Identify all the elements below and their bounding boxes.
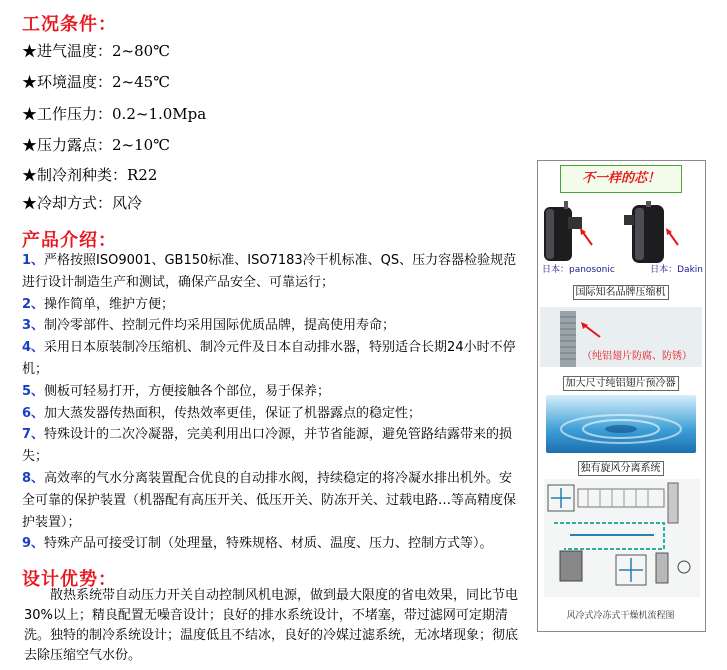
- condition-item: ★工作压力：0.2~1.0Mpa: [22, 105, 207, 123]
- list-item: 2、操作简单，维护方便；: [22, 296, 175, 312]
- condition-item: ★压力露点：2~10℃: [22, 136, 170, 154]
- caption-flow-diagram: 风冷式冷冻式干燥机流程图: [566, 611, 675, 621]
- cyclone-separator-image: [546, 395, 696, 453]
- list-item: 8、高效率的气水分离装置配合优良的自动排水阀，持续稳定的将冷凝水排出机外。安全可靠的保护装置（机器配有高压开关、低压开关、防冻开关、过载电路…等高精度保护装置）；: [22, 470, 517, 530]
- intro-list: [22, 250, 520, 555]
- flow-diagram-image: [544, 479, 700, 597]
- condition-item: ★进气温度：2~80℃: [22, 42, 170, 60]
- list-item: 3、制冷零部件、控制元件均采用国际优质品牌，提高使用寿命；: [22, 318, 396, 334]
- fin-note: （纯铝翅片防腐、防锈）: [582, 351, 692, 362]
- caption-cyclone: 独有旋风分离系统: [538, 459, 703, 474]
- design-paragraph: 散热系统带自动压力开关自动控制风机电源，做到最大限度的省电效果，同比节电30%以上；精良配置无噪音设计；良好的排水系统设计，不堵塞，带过滤网可定期清洗。独特的制冷系统设计；温度低且不结冰，良好的冷媒过滤系统，无冰堵现象；彻底去除压缩空气水份。: [24, 588, 519, 663]
- flow-diagram-icon: [544, 479, 700, 597]
- star-icon: ★: [22, 194, 38, 212]
- star-icon: ★: [22, 42, 38, 60]
- compressor-label-right: 日本：Dakin: [650, 265, 703, 275]
- intro-title: 产品介绍：: [22, 230, 117, 251]
- list-item: 6、加大蒸发器传热面积，传热效率更佳，保证了机器露点的稳定性；: [22, 405, 422, 421]
- conditions-title: 工况条件：: [22, 14, 117, 35]
- list-item: 4、采用日本原装制冷压缩机、制冷元件及日本自动排水器，特别适合长期24小时不停机；: [22, 340, 516, 377]
- design-title: 设计优势：: [22, 569, 117, 590]
- water-swirl-icon: [546, 395, 696, 453]
- slogan-badge: 不一样的芯！: [560, 165, 682, 193]
- list-item: 7、特殊设计的二次冷凝器，完美利用出口冷源，并节省能源，避免管路结露带来的损失；: [22, 427, 513, 465]
- feature-image-panel: [537, 160, 706, 632]
- star-icon: ★: [22, 105, 38, 123]
- compressor-label-left: 日本：panosonic: [542, 265, 615, 275]
- condition-item: ★环境温度：2~45℃: [22, 73, 170, 91]
- condition-item: ★冷却方式：风冷: [22, 194, 143, 212]
- caption-precooler: 加大尺寸纯铝翅片预冷器: [538, 374, 703, 389]
- caption-compressor: 国际知名品牌压缩机: [538, 283, 703, 298]
- list-item: 5、侧板可轻易打开，方便接触各个部位，易于保养；: [22, 383, 331, 399]
- list-item: 1、严格按照ISO9001、GB150标准、ISO7183冷干机标准、QS、压力容器检验规范进行设计制造生产和测试，确保产品安全、可靠运行；: [22, 253, 517, 290]
- condition-item: ★制冷剂种类：R22: [22, 166, 158, 184]
- list-item: 9、特殊产品可接受订制（处理量，特殊规格、材质、温度、压力、控制方式等）。: [22, 536, 493, 552]
- star-icon: ★: [22, 73, 38, 91]
- star-icon: ★: [22, 136, 38, 154]
- star-icon: ★: [22, 166, 38, 184]
